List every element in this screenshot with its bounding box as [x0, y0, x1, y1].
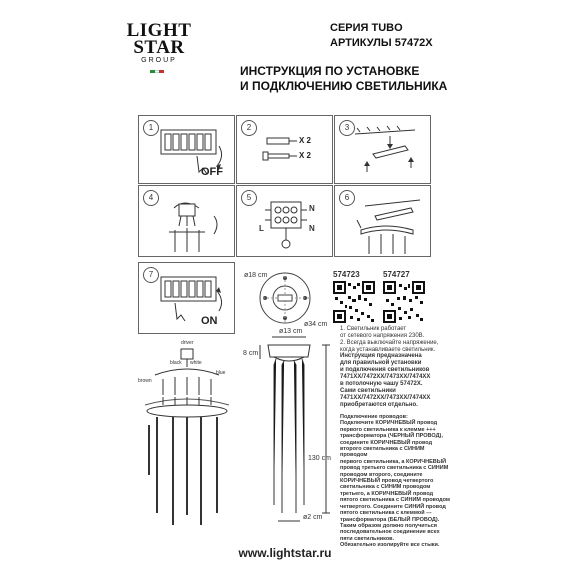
qr-code-574727-icon: [383, 281, 425, 323]
note-line: четвертого. Соедините СИНИЙ провод: [340, 503, 446, 510]
note-line: третьего, а КОРИЧНЕВЫЙ провод: [340, 490, 434, 497]
notes-long: [340, 353, 450, 409]
code1-label: 574723: [333, 270, 360, 279]
title-line2: И ПОДКЛЮЧЕНИЮ СВЕТИЛЬНИКА: [240, 79, 448, 93]
note-line: когда устанавливаете светильник.: [340, 347, 436, 353]
fixture-side-view: [250, 335, 335, 530]
outer-diameter-label: ø34 cm: [304, 321, 328, 328]
note-line: и подключения светильников: [340, 367, 430, 373]
articles-label: АРТИКУЛЫ 57472X: [330, 37, 433, 49]
wiring-notes: [340, 414, 452, 549]
note-line: для правильной установки: [340, 360, 422, 366]
label-n-top: N: [309, 204, 315, 213]
note-line: провод третьего светильника с СИНИМ: [340, 465, 449, 472]
step-2-panel: [236, 115, 333, 184]
note-line: в потолочную чашу 57472X.: [340, 381, 423, 387]
logo-line2: STAR: [133, 37, 185, 58]
note-line: Сами светильники: [340, 388, 396, 394]
code2-label: 574727: [383, 270, 410, 279]
note-line: первого светильника, а КОРИЧНЕВЫЙ: [340, 458, 447, 465]
note-line: приобретаются отдельно.: [340, 402, 418, 408]
note-line: 7471XX/7472XX/7473XX/7474XX: [340, 374, 431, 380]
step-6-panel: [334, 185, 431, 257]
step-1-panel: [138, 115, 235, 184]
total-height-label: 130 cm: [308, 455, 331, 462]
wire-label-brown: brown: [138, 378, 152, 384]
note-line: от сетевого напряжения 230В.: [340, 333, 425, 339]
note-line: 2. Всегда выключайте напряжение,: [340, 340, 439, 346]
note-line: Подключите КОРИЧНЕВЫЙ провод: [340, 420, 438, 427]
note-line: второго светильника с СИНИМ проводом: [340, 446, 425, 459]
note-line: проводом второго, соедините: [340, 471, 423, 478]
label-l: L: [259, 224, 264, 233]
step-number: 6: [339, 190, 355, 206]
step-number: 3: [339, 120, 355, 136]
note-line: пятого светильника с СИНИМ проводом: [340, 497, 450, 504]
note-line: пяти светильников.: [340, 535, 395, 542]
step-3-panel: [334, 115, 431, 184]
wire-label-blue: blue: [216, 370, 226, 376]
note-line: первого светильника к клемме +++: [340, 426, 436, 433]
note-line: 7471XX/7472XX/7473XX/7474XX: [340, 395, 431, 401]
step-7-panel: [138, 262, 235, 334]
notes-short: [340, 326, 440, 354]
wire-label-black: black: [170, 360, 182, 366]
step-4-panel: [138, 185, 235, 257]
title-line1: ИНСТРУКЦИЯ ПО УСТАНОВКЕ: [240, 64, 420, 78]
qty-anchors: X 2: [299, 136, 312, 145]
screws-illustration: [237, 116, 332, 183]
step-5-panel: [236, 185, 333, 257]
note-line: пятого светильника с клеммой ---: [340, 510, 432, 517]
wire-label-white: white: [190, 360, 202, 366]
canopy-attach-illustration: [335, 186, 430, 256]
step-number: 4: [143, 190, 159, 206]
note-line: светильника с СИНИМ проводом: [340, 484, 431, 491]
qty-screws: X 2: [299, 151, 312, 160]
breaker-on-illustration: [139, 263, 234, 333]
canopy-diameter-label: ø18 cm: [244, 272, 268, 279]
italy-flag-icon: [150, 70, 164, 73]
step-number: 1: [143, 120, 159, 136]
note-line: 1. Светильник работает: [340, 326, 407, 332]
note-line: соедините КОРИЧНЕВЫЙ провод: [340, 439, 433, 446]
tube-diameter-label: ø2 cm: [303, 514, 323, 521]
step-number: 5: [241, 190, 257, 206]
qr-code-574723-icon: [333, 281, 375, 323]
brand-logo: [120, 22, 198, 65]
logo-line3: GROUP: [141, 57, 177, 64]
website-url: www.lightstar.ru: [238, 546, 332, 560]
wiring-connect-illustration: [139, 186, 234, 256]
terminal-block-illustration: [237, 186, 332, 256]
canopy-height-label: 8 cm: [243, 350, 259, 357]
note-line: трансформатора (БЕЛЫЙ ПРОВОД).: [340, 516, 440, 523]
note-line: Подключение проводов:: [340, 414, 408, 420]
logo-line1: LIGHT: [126, 20, 192, 41]
series-label: СЕРИЯ TUBO: [330, 22, 403, 34]
off-label: OFF: [201, 166, 223, 178]
step-number: 2: [241, 120, 257, 136]
bracket-mount-illustration: [335, 116, 430, 183]
wire-label-driver: driver: [181, 340, 194, 346]
note-line: КОРИЧНЕВЫЙ провод четвертого: [340, 478, 434, 485]
on-label: ON: [201, 315, 218, 327]
step-number: 7: [143, 267, 159, 283]
note-line: Инструкция предназначена: [340, 353, 422, 359]
note-line: Таким образом должно получиться: [340, 522, 437, 529]
inner-diameter-label: ø13 cm: [279, 328, 303, 335]
note-line: трансформатора (ЧЕРНЫЙ ПРОВОД),: [340, 433, 443, 440]
note-line: последовательное соединение всех: [340, 529, 440, 536]
label-n-bottom: N: [309, 224, 315, 233]
note-line: Обязательно изолируйте все стыки.: [340, 542, 440, 549]
